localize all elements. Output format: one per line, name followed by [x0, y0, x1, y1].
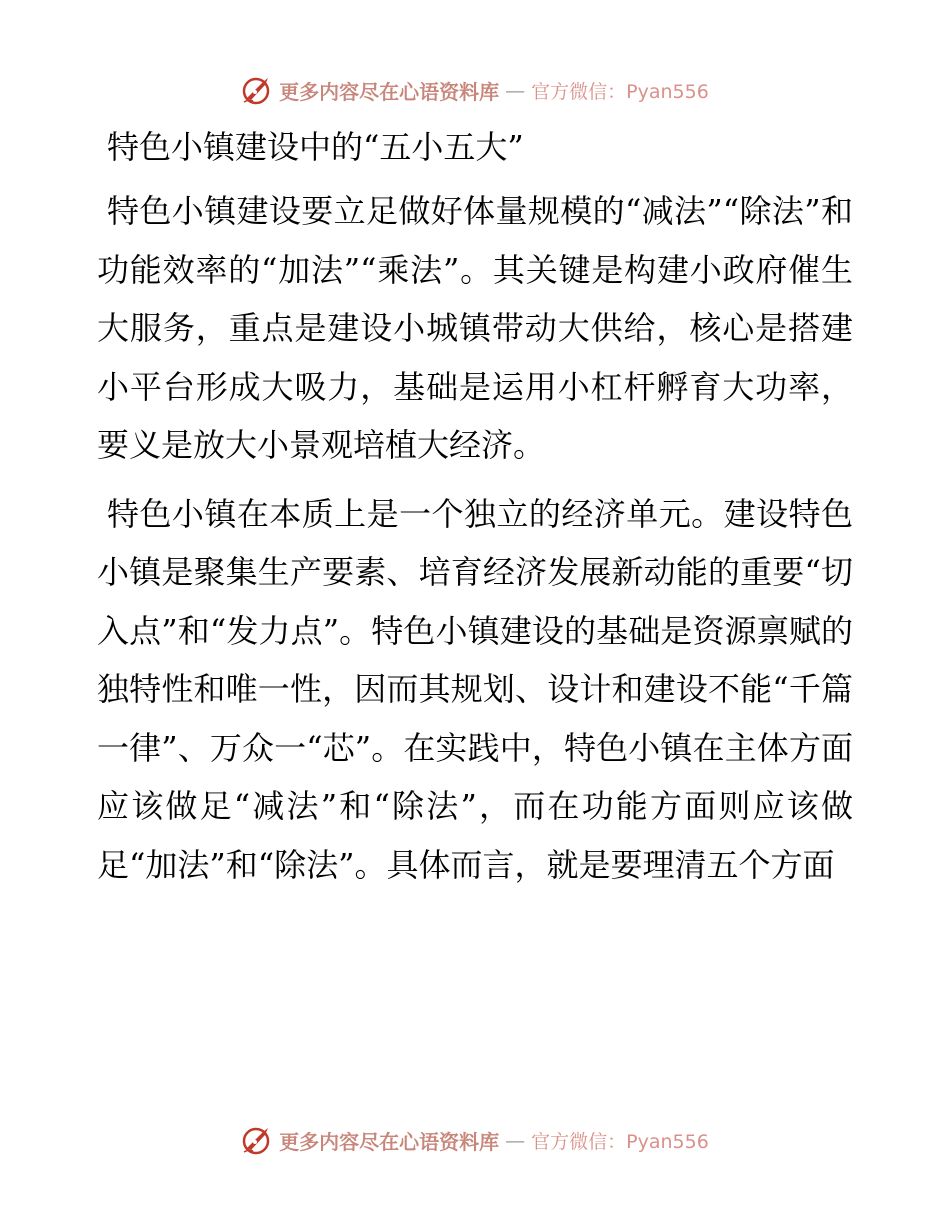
pen-nib-logo-icon — [241, 1124, 273, 1156]
article-body — [97, 118, 853, 904]
header-banner-text: 更多内容尽在心语资料库 — [279, 79, 500, 104]
header-banner-content — [241, 74, 709, 106]
footer-banner-dash: — — [505, 1128, 526, 1152]
footer-banner-content — [241, 1124, 709, 1156]
article-paragraph-2: 特色小镇在本质上是一个独立的经济单元。建设特色小镇是聚集生产要素、培育经济发展新动能的重要“切入点”和“发力点”。特色小镇建设的基础是资源禀赋的独特性和唯一性，因而其规划、设计和建设不能“千篇一律”、万众一“芯”。在实践中，特色小镇在主体方面应该做足“减法”和“除法”，而在功能方面则应该做足“加法”和“除法”。具体而言，就是要理清五个方面 — [97, 494, 853, 884]
footer-banner — [0, 1120, 950, 1160]
pen-nib-logo-icon — [241, 74, 273, 106]
footer-banner-wechat: 官方微信：Pyan556 — [531, 1130, 709, 1153]
footer-banner-text: 更多内容尽在心语资料库 — [279, 1129, 500, 1154]
header-banner-dash: — — [505, 78, 526, 102]
article-paragraph-1: 特色小镇建设要立足做好体量规模的“减法”“除法”和功能效率的“加法”“乘法”。其关键是构建小政府催生大服务，重点是建设小城镇带动大供给，核心是搭建小平台形成大吸力，基础是运用小杠杆孵育大功率，要义是放大小景观培植大经济。 — [97, 192, 853, 464]
header-banner — [0, 70, 950, 110]
header-banner-wechat: 官方微信：Pyan556 — [531, 80, 709, 103]
article-title: 特色小镇建设中的“五小五大” — [107, 128, 524, 166]
